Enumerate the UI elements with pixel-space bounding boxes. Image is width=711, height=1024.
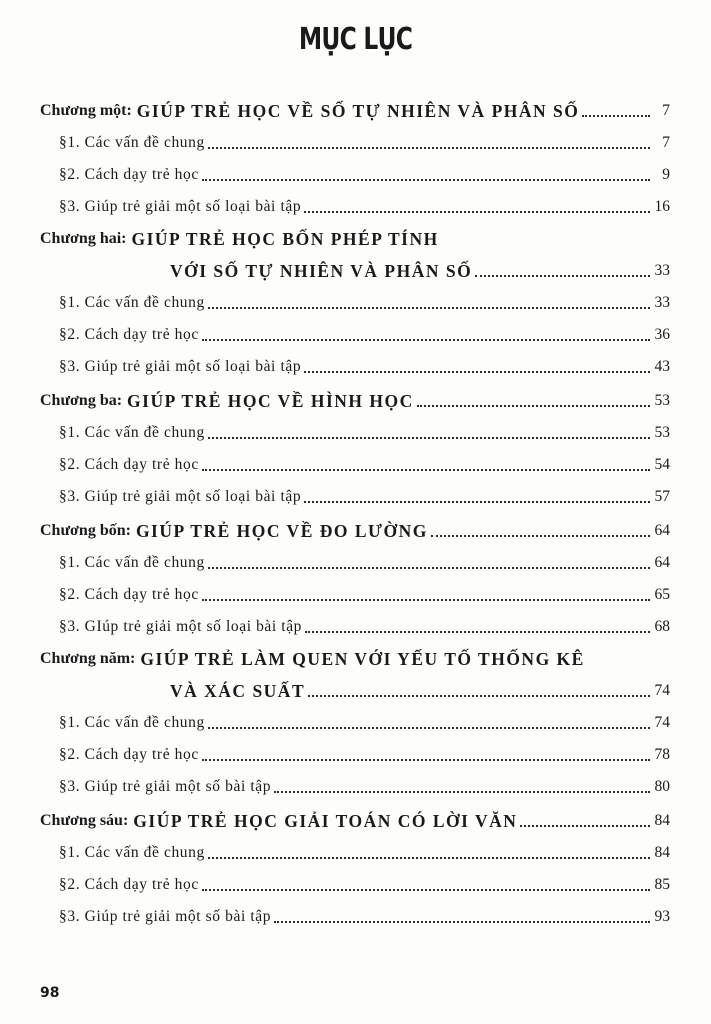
dot-leader xyxy=(305,630,650,633)
section-page-number: 74 xyxy=(654,714,670,731)
chapter-heading-continued xyxy=(40,670,670,702)
section-page-number: 43 xyxy=(654,358,670,375)
dot-leader xyxy=(208,856,650,859)
section-entry xyxy=(40,542,670,574)
dot-leader xyxy=(208,146,650,149)
chapter-heading xyxy=(40,642,670,670)
section-title: §2. Cách dạy trẻ học xyxy=(59,586,199,603)
page-number: 98 xyxy=(40,985,60,1001)
section-page-number: 78 xyxy=(654,746,670,763)
chapter-title: VỚI SỐ TỰ NHIÊN VÀ PHÂN SỐ xyxy=(170,261,473,281)
table-of-contents xyxy=(40,88,670,928)
chapter-page-number: 33 xyxy=(654,262,670,279)
dot-leader xyxy=(520,824,650,827)
page-title: MỤC LỤC xyxy=(298,22,413,57)
section-title: §2. Cách dạy trẻ học xyxy=(59,876,199,893)
dot-leader xyxy=(274,920,650,923)
dot-leader xyxy=(308,694,650,697)
section-entry xyxy=(40,766,670,798)
section-entry xyxy=(40,346,670,378)
section-title: §2. Cách dạy trẻ học xyxy=(59,166,199,183)
chapter-page-number: 53 xyxy=(654,392,670,409)
dot-leader xyxy=(208,436,650,439)
dot-leader xyxy=(208,726,650,729)
section-page-number: 33 xyxy=(654,294,670,311)
dot-leader xyxy=(208,306,650,309)
section-title: §3. GIúp trẻ giải một số loại bài tập xyxy=(59,618,303,635)
dot-leader xyxy=(202,598,650,601)
chapter-heading xyxy=(40,88,670,122)
chapter-page-number: 84 xyxy=(654,812,670,829)
section-page-number: 9 xyxy=(662,166,670,183)
section-page-number: 93 xyxy=(654,908,670,925)
chapter-title: GIÚP TRẺ HỌC GIẢI TOÁN CÓ LỜI VĂN xyxy=(133,811,518,831)
section-entry xyxy=(40,476,670,508)
section-title: §3. Giúp trẻ giải một số loại bài tập xyxy=(59,198,302,215)
dot-leader xyxy=(202,178,650,181)
section-title: §3. Giúp trẻ giải một số bài tập xyxy=(59,778,272,795)
chapter-title: GIÚP TRẺ LÀM QUEN VỚI YẾU TỐ THỐNG KÊ xyxy=(140,649,585,669)
section-entry xyxy=(40,606,670,638)
section-title: §2. Cách dạy trẻ học xyxy=(59,326,199,343)
section-entry xyxy=(40,444,670,476)
chapter-heading xyxy=(40,508,670,542)
section-page-number: 80 xyxy=(654,778,670,795)
section-page-number: 64 xyxy=(654,554,670,571)
dot-leader xyxy=(274,790,650,793)
section-title: §1. Các vấn đề chung xyxy=(59,294,205,311)
section-title: §3. Giúp trẻ giải một số loại bài tập xyxy=(59,488,302,505)
chapter-heading-continued xyxy=(40,250,670,282)
section-title: §1. Các vấn đề chung xyxy=(59,714,205,731)
chapter-title: GIÚP TRẺ HỌC VỀ HÌNH HỌC xyxy=(127,391,414,411)
chapter-label: Chương bốn: xyxy=(40,522,131,539)
section-page-number: 65 xyxy=(654,586,670,603)
chapter-label: Chương năm: xyxy=(40,650,136,667)
section-entry xyxy=(40,574,670,606)
chapter-title: GIÚP TRẺ HỌC BỐN PHÉP TÍNH xyxy=(131,229,439,249)
chapter-page-number: 74 xyxy=(654,682,670,699)
section-title: §3. Giúp trẻ giải một số loại bài tập xyxy=(59,358,302,375)
section-title: §1. Các vấn đề chung xyxy=(59,134,205,151)
chapter-label: Chương sáu: xyxy=(40,812,129,829)
chapter-title: GIÚP TRẺ HỌC VỀ ĐO LƯỜNG xyxy=(135,521,428,541)
dot-leader xyxy=(202,338,650,341)
section-entry xyxy=(40,864,670,896)
dot-leader xyxy=(417,404,650,407)
section-title: §2. Cách dạy trẻ học xyxy=(59,746,199,763)
section-entry xyxy=(40,282,670,314)
dot-leader xyxy=(582,114,650,117)
chapter-heading xyxy=(40,222,670,250)
section-entry xyxy=(40,154,670,186)
dot-leader xyxy=(304,500,650,503)
section-page-number: 57 xyxy=(654,488,670,505)
dot-leader xyxy=(304,370,650,373)
section-page-number: 54 xyxy=(654,456,670,473)
chapter-label: Chương ba: xyxy=(40,392,123,409)
chapter-heading xyxy=(40,378,670,412)
section-page-number: 7 xyxy=(662,134,670,151)
section-title: §3. Giúp trẻ giải một số bài tập xyxy=(59,908,272,925)
chapter-label: Chương một: xyxy=(40,102,132,119)
section-page-number: 53 xyxy=(654,424,670,441)
section-page-number: 16 xyxy=(654,198,670,215)
section-entry xyxy=(40,734,670,766)
section-title: §1. Các vấn đề chung xyxy=(59,554,205,571)
section-page-number: 85 xyxy=(654,876,670,893)
section-title: §1. Các vấn đề chung xyxy=(59,844,205,861)
dot-leader xyxy=(202,888,650,891)
chapter-title: GIÚP TRẺ HỌC VỀ SỐ TỰ NHIÊN VÀ PHÂN SỐ xyxy=(136,101,580,121)
section-entry xyxy=(40,122,670,154)
dot-leader xyxy=(431,534,650,537)
dot-leader xyxy=(202,758,650,761)
dot-leader xyxy=(475,274,650,277)
dot-leader xyxy=(202,468,650,471)
section-entry xyxy=(40,186,670,218)
section-page-number: 68 xyxy=(654,618,670,635)
section-entry xyxy=(40,412,670,444)
chapter-page-number: 64 xyxy=(654,522,670,539)
chapter-heading xyxy=(40,798,670,832)
section-page-number: 84 xyxy=(654,844,670,861)
section-entry xyxy=(40,896,670,928)
section-entry xyxy=(40,832,670,864)
section-entry xyxy=(40,314,670,346)
section-page-number: 36 xyxy=(654,326,670,343)
dot-leader xyxy=(304,210,650,213)
chapter-page-number: 7 xyxy=(662,102,670,119)
chapter-label: Chương hai: xyxy=(40,230,127,247)
dot-leader xyxy=(208,566,650,569)
section-title: §1. Các vấn đề chung xyxy=(59,424,205,441)
chapter-title: VÀ XÁC SUẤT xyxy=(170,681,306,701)
section-title: §2. Cách dạy trẻ học xyxy=(59,456,199,473)
section-entry xyxy=(40,702,670,734)
